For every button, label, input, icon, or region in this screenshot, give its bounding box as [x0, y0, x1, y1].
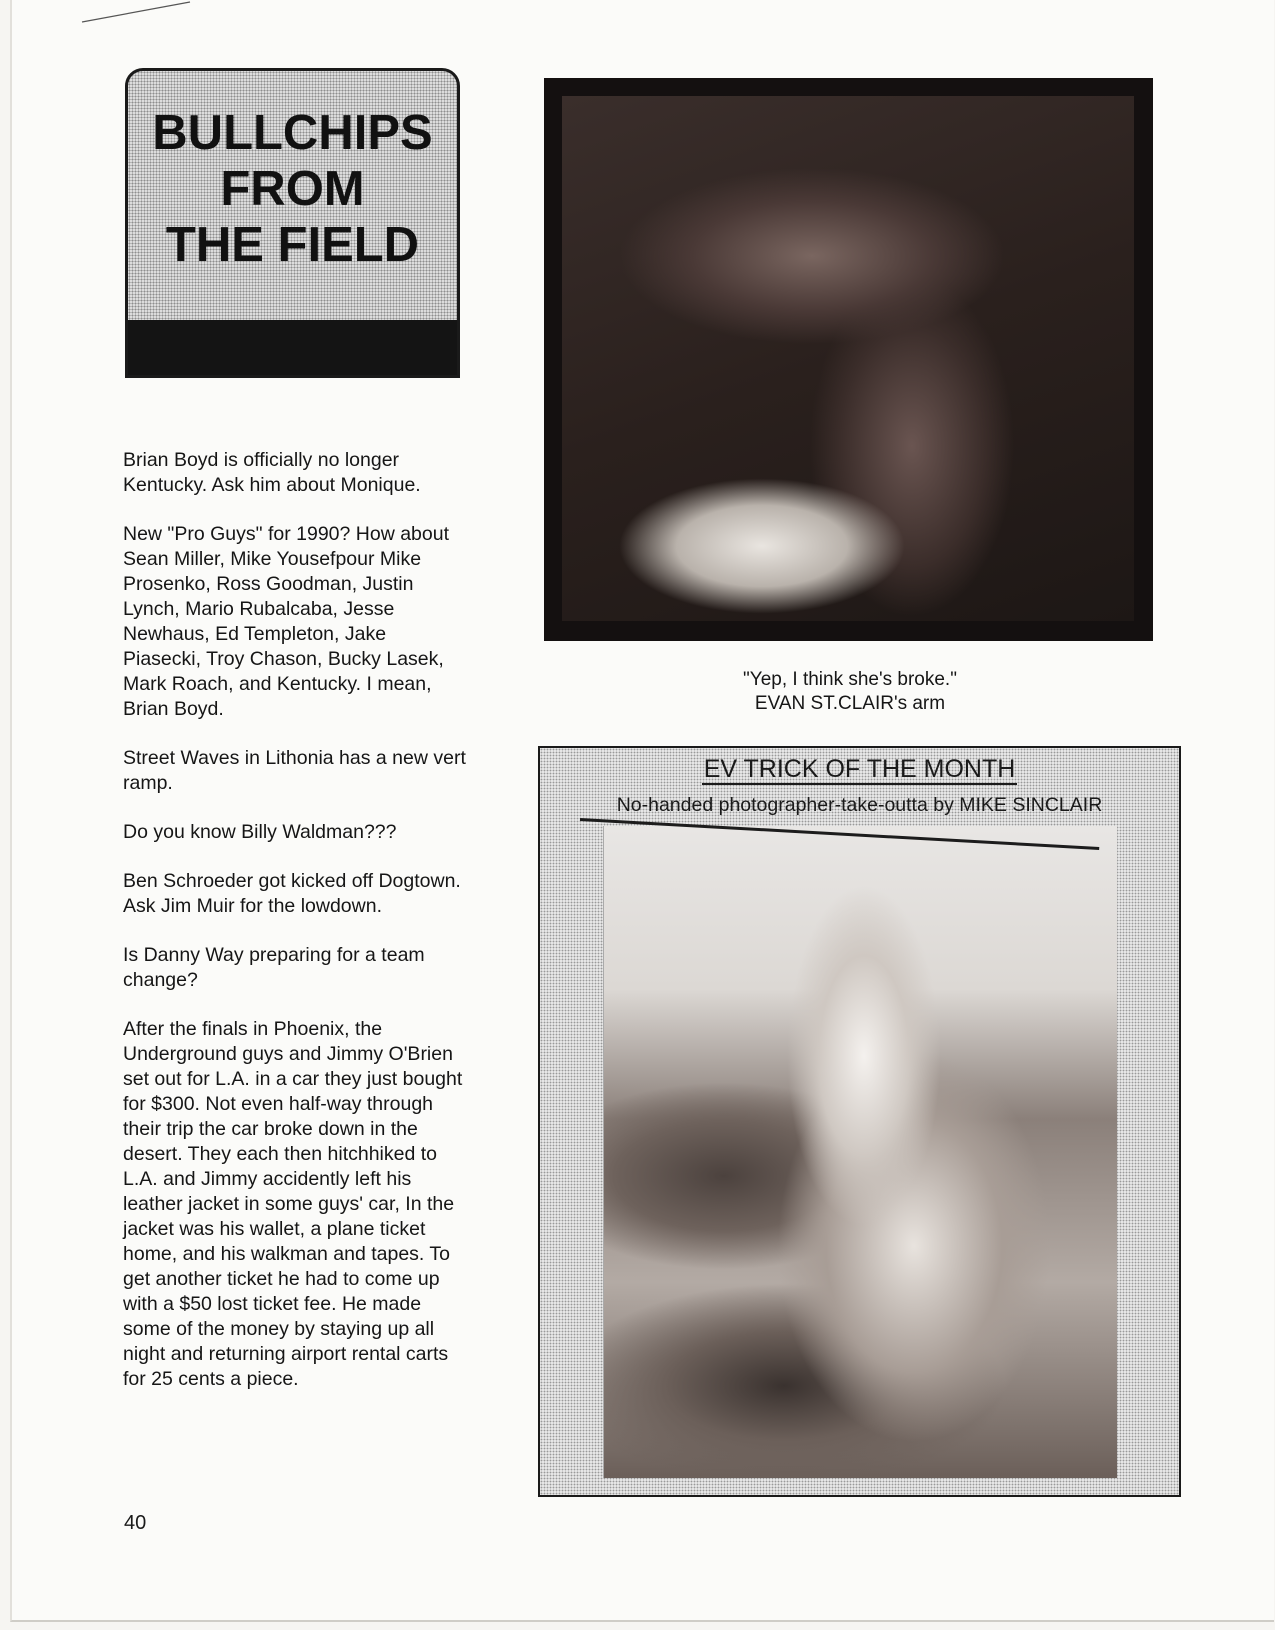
trick-photo [603, 826, 1117, 1478]
photo-caption [700, 668, 1000, 716]
trick-title [540, 754, 1179, 784]
photo-frame [544, 78, 1153, 641]
trick-of-the-month-box [538, 746, 1181, 1497]
caption-credit: EVAN ST.CLAIR's arm [754, 693, 946, 714]
paragraph: Ben Schroeder got kicked off Dogtown. Ask Jim Muir for the lowdown. [123, 870, 461, 917]
paragraph: After the finals in Phoenix, the Underground guys and Jimmy O'Brien set out for L.A. in a car they just bought for $300. Not even half-way through their trip the car broke down in the desert. They each then hitchhiked to L.A. and Jimmy accidently left his leather jacket in some guys' car, In the jacket was his wallet, a plane ticket home, and his walkman and tapes. To get another ticket he had to come up with a $50 lost ticket fee. He made some of the money by staying up all night and returning airport rental carts for 25 cents a piece. [123, 1018, 463, 1390]
caption-quote: "Yep, I think she's broke." [743, 669, 957, 690]
trick-subtitle: No-handed photographer-take-outta by MIKE SINCLAIR [616, 794, 1103, 816]
trick-title-text: EV TRICK OF THE MONTH [703, 755, 1016, 783]
article-column [123, 448, 468, 1416]
section-title [128, 105, 457, 273]
paragraph: New "Pro Guys" for 1990? How about Sean Miller, Mike Yousefpour Mike Prosenko, Ross Goodman, Justin Lynch, Mario Rubalcaba, Jesse Newhaus, Ed Templeton, Jake Piasecki, Troy Chason, Bucky Lasek, Mark Roach, and Kentucky. I mean, Brian Boyd. [123, 523, 450, 720]
paragraph: Is Danny Way preparing for a team change? [123, 944, 425, 991]
section-title-line: THE FIELD [165, 218, 420, 272]
section-title-line: BULLCHIPS [152, 106, 433, 160]
section-header [125, 68, 460, 378]
page-number: 40 [124, 1512, 147, 1534]
arm-photo [562, 96, 1134, 621]
paragraph: Do you know Billy Waldman??? [123, 821, 397, 843]
header-band [128, 320, 457, 375]
scan-mark [80, 0, 200, 30]
paragraph: Brian Boyd is officially no longer Kentucky. Ask him about Monique. [123, 449, 421, 496]
paragraph: Street Waves in Lithonia has a new vert ramp. [123, 747, 466, 794]
section-title-line: FROM [220, 162, 365, 216]
